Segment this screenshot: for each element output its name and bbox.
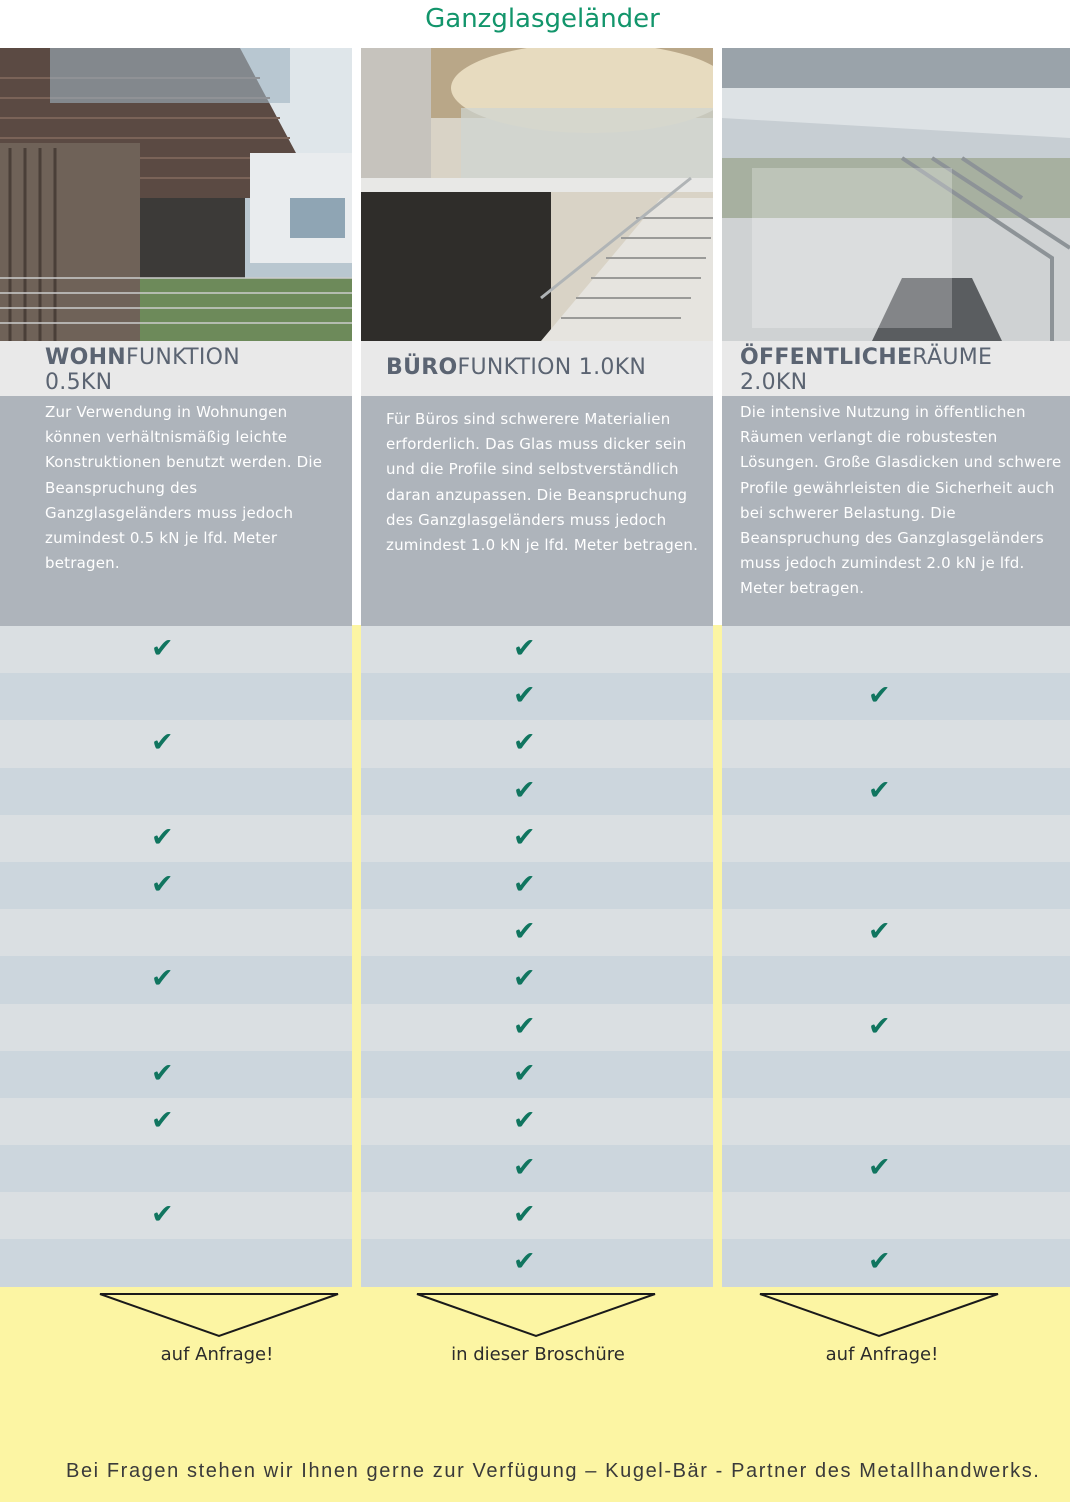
result-label-wohn: auf Anfrage! — [160, 1344, 274, 1365]
description-box — [361, 396, 713, 626]
checkmark-icon: ✔ — [151, 868, 174, 900]
down-arrow-icon — [416, 1292, 656, 1338]
column-buerofunktion — [361, 48, 713, 1278]
photo-residential-building — [0, 48, 352, 341]
checkmark-icon: ✔ — [513, 821, 536, 853]
checkmark-icon: ✔ — [151, 1104, 174, 1136]
description-text: Für Büros sind schwerere Materialien erforderlich. Das Glas muss dicker sein und die Profile sind selbstverständlich daran anzupassen. Die Beanspruchung des Ganzglasgeländers muss jedoch zumindest 1.0 kN je lfd. Meter betragen. — [386, 410, 699, 555]
table-row — [361, 1004, 713, 1051]
table-row — [0, 1051, 352, 1098]
result-label-buero: in dieser Broschüre — [451, 1344, 625, 1365]
table-row — [722, 1004, 1070, 1051]
column-heading: WOHNFUNKTION 0.5KN — [45, 345, 241, 395]
column-oeffentliche-raeume — [722, 48, 1070, 1278]
check-rows — [722, 626, 1070, 1287]
result-label-oeffentlich: auf Anfrage! — [825, 1344, 939, 1365]
checkmark-icon: ✔ — [151, 1199, 174, 1231]
table-row — [0, 1004, 352, 1051]
check-rows — [361, 626, 713, 1287]
table-row — [361, 815, 713, 862]
checkmark-icon: ✔ — [513, 727, 536, 759]
table-row — [722, 1098, 1070, 1145]
checkmark-icon: ✔ — [151, 727, 174, 759]
description-box — [722, 396, 1070, 626]
table-row — [722, 1239, 1070, 1286]
page-title: Ganzglasgeländer — [425, 4, 660, 34]
table-row — [722, 673, 1070, 720]
photo-office-staircase — [361, 48, 713, 341]
checkmark-icon: ✔ — [513, 633, 536, 664]
table-row — [361, 1051, 713, 1098]
table-row — [722, 1145, 1070, 1192]
checkmark-icon: ✔ — [868, 1152, 891, 1184]
table-row — [361, 1239, 713, 1286]
table-row — [722, 1192, 1070, 1239]
checkmark-icon: ✔ — [513, 1152, 536, 1184]
checkmark-icon: ✔ — [868, 680, 891, 712]
column-heading: BÜROFUNKTION 1.0KN — [386, 355, 647, 380]
table-row — [722, 815, 1070, 862]
footer-text: Bei Fragen stehen wir Ihnen gerne zur Verfügung – Kugel-Bär - Partner des Metallhandwerks. — [66, 1460, 1041, 1482]
checkmark-icon: ✔ — [868, 916, 891, 948]
table-row — [722, 720, 1070, 767]
table-row — [361, 1192, 713, 1239]
checkmark-icon: ✔ — [513, 1057, 536, 1089]
table-row — [722, 626, 1070, 673]
table-row — [0, 1098, 352, 1145]
checkmark-icon: ✔ — [513, 868, 536, 900]
description-box — [0, 396, 352, 626]
table-row — [722, 768, 1070, 815]
description-text: Die intensive Nutzung in öffentlichen Räumen verlangt die robustesten Lösungen. Große Glasdicken und schwere Profile gewährleisten die Sicherheit auch bei schwerer Belastung. Die Beanspruchung des Ganzglasgeländers muss jedoch zumindest 2.0 kN je lfd. Meter betragen. — [740, 403, 1062, 598]
checkmark-icon: ✔ — [868, 774, 891, 806]
table-row — [0, 768, 352, 815]
down-arrow-icon — [99, 1292, 339, 1338]
table-row — [361, 720, 713, 767]
down-arrow-icon — [759, 1292, 999, 1338]
table-row — [0, 909, 352, 956]
table-row — [722, 909, 1070, 956]
table-row — [0, 815, 352, 862]
checkmark-icon: ✔ — [513, 963, 536, 995]
checkmark-icon: ✔ — [513, 774, 536, 806]
checkmark-icon: ✔ — [513, 1010, 536, 1042]
column-heading: ÖFFENTLICHERÄUME 2.0KN — [740, 345, 993, 395]
checkmark-icon: ✔ — [868, 1246, 891, 1278]
checkmark-icon: ✔ — [151, 633, 174, 664]
table-row — [0, 1192, 352, 1239]
table-row — [722, 862, 1070, 909]
table-row — [361, 626, 713, 673]
checkmark-icon: ✔ — [513, 1104, 536, 1136]
table-row — [0, 720, 352, 767]
table-row — [0, 1239, 352, 1286]
table-row — [722, 1051, 1070, 1098]
table-row — [722, 956, 1070, 1003]
checkmark-icon: ✔ — [513, 1199, 536, 1231]
checkmark-icon: ✔ — [868, 1010, 891, 1042]
checkmark-icon: ✔ — [151, 963, 174, 995]
table-row — [0, 673, 352, 720]
table-row — [361, 1098, 713, 1145]
checkmark-icon: ✔ — [513, 916, 536, 948]
checkmark-icon: ✔ — [513, 680, 536, 712]
description-text: Zur Verwendung in Wohnungen können verhältnismäßig leichte Konstruktionen benutzt werden. Die Beanspruchung des Ganzglasgeländers muss jedoch zumindest 0.5 kN je lfd. Meter betragen. — [45, 403, 323, 573]
table-row — [361, 768, 713, 815]
photo-public-station — [722, 48, 1070, 341]
checkmark-icon: ✔ — [513, 1246, 536, 1278]
check-rows — [0, 626, 352, 1287]
table-row — [0, 1145, 352, 1192]
table-row — [361, 956, 713, 1003]
checkmark-icon: ✔ — [151, 821, 174, 853]
table-row — [0, 862, 352, 909]
table-row — [361, 862, 713, 909]
table-row — [361, 1145, 713, 1192]
table-row — [0, 956, 352, 1003]
table-row — [0, 626, 352, 673]
checkmark-icon: ✔ — [151, 1057, 174, 1089]
table-row — [361, 673, 713, 720]
column-wohnfunktion — [0, 48, 352, 1231]
table-row — [361, 909, 713, 956]
